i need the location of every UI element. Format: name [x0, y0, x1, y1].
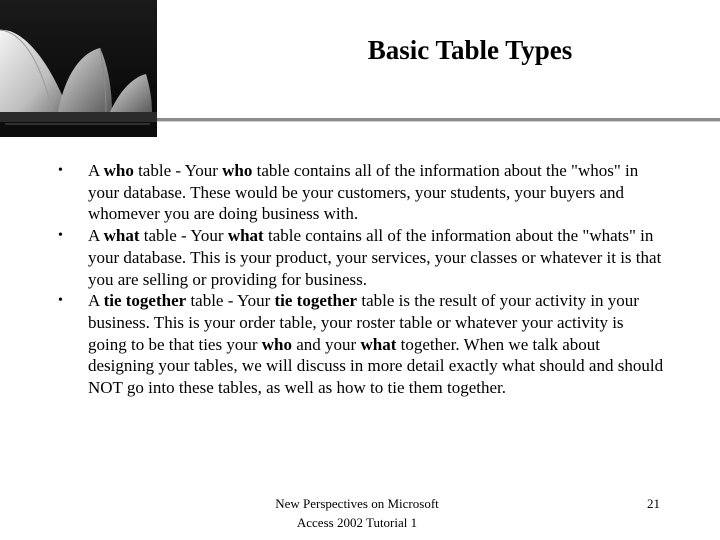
bullet-text: table - Your: [133, 161, 223, 180]
bullet-text: A: [88, 161, 104, 180]
opera-house-image: [0, 0, 157, 137]
bullet-text: table contains all of the information about the "whats" in your database. This is your product, your services, your classes or whatever it is that you are selling or providing for business.: [88, 226, 662, 289]
bullet-text: A: [88, 226, 104, 246]
bullet-marker: •: [58, 163, 63, 178]
bold-term: what: [227, 226, 264, 246]
bullet-item: [58, 160, 666, 225]
bullet-text: table is the result of your activity in your business. This is your order table, your roster table or whatever your activity is going to be that ties your: [88, 291, 639, 354]
bullet-text: together. When we talk about designing your tables, we will discuss in more detail exactly what should and should NOT go into these tables, as well as how to tie them together.: [88, 334, 664, 398]
bold-term: who: [103, 161, 134, 180]
footer: [232, 494, 482, 532]
bullet-item: [58, 290, 666, 399]
bullet-marker: •: [58, 293, 63, 309]
slide-title: Basic Table Types: [367, 35, 573, 65]
bullet-text: and your: [292, 334, 361, 354]
bullet-text: table - Your: [186, 291, 275, 311]
bold-term: tie together: [103, 291, 187, 311]
footer-line-2: Access 2002 Tutorial 1: [296, 515, 418, 530]
page-number: 21: [647, 496, 660, 511]
bold-term: what: [103, 226, 140, 246]
bullet-text: table - Your: [139, 226, 228, 246]
bullet-item: [58, 225, 666, 290]
footer-line-1: New Perspectives on Microsoft: [275, 496, 439, 511]
bold-term: who: [261, 334, 292, 354]
opera-house-photo: [0, 0, 157, 137]
bold-term: who: [222, 161, 253, 180]
title-divider: [157, 118, 720, 121]
bullet-text: table contains all of the information about the "whos" in your database. These would be your customers, your students, your buyers and whomever you are doing business with.: [88, 161, 639, 224]
bold-term: what: [360, 334, 397, 354]
bullet-marker: •: [58, 228, 63, 244]
bullet-text: A: [88, 291, 104, 311]
bullet-list: [58, 160, 666, 399]
bold-term: tie together: [274, 291, 358, 311]
